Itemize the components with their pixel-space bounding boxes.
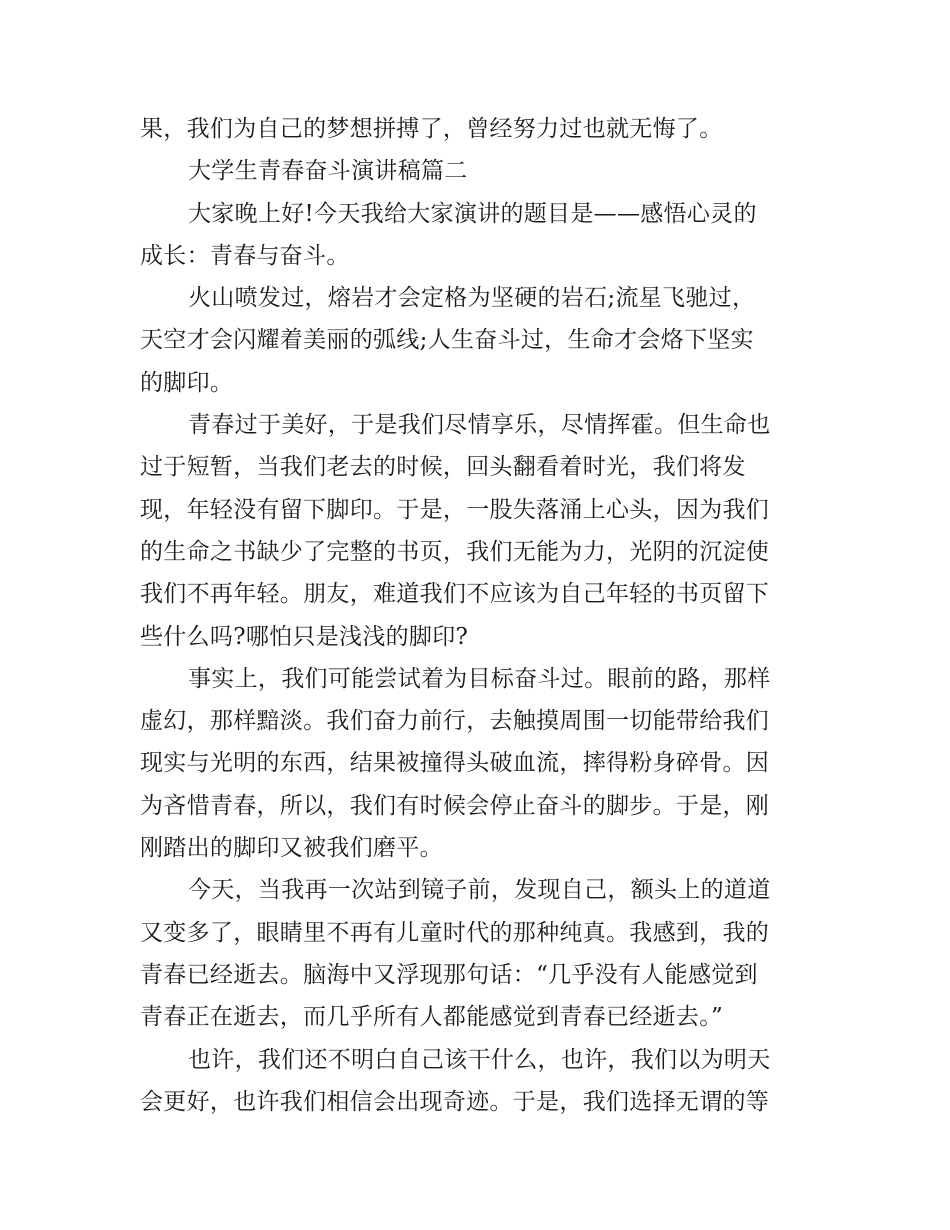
text-line: 为吝惜青春，所以，我们有时候会停止奋斗的脚步。于是，刚: [140, 792, 770, 819]
text-line: 的生命之书缺少了完整的书页，我们无能为力，光阴的沉淀使: [140, 538, 770, 565]
text-line: 青春正在逝去，而几乎所有人都能感觉到青春已经逝去。”: [140, 1004, 724, 1031]
text-line: 火山喷发过，熔岩才会定格为坚硬的岩石;流星飞驰过，: [188, 285, 756, 312]
text-line: 些什么吗?哪怕只是浅浅的脚印?: [140, 623, 469, 650]
document-body: [140, 108, 812, 1123]
text-line: 虚幻，那样黯淡。我们奋力前行，去触摸周围一切能带给我们: [140, 708, 770, 735]
text-line: 刚踏出的脚印又被我们磨平。: [140, 835, 443, 862]
text-line: 现，年轻没有留下脚印。于是，一股失落涌上心头，因为我们: [140, 496, 770, 523]
text-line: 青春已经逝去。脑海中又浮现那句话：“几乎没有人能感觉到: [140, 961, 758, 988]
text-line: 我们不再年轻。朋友，难道我们不应该为自己年轻的书页留下: [140, 581, 770, 608]
text-line: 又变多了，眼睛里不再有儿童时代的那种纯真。我感到，我的: [140, 919, 770, 946]
text-line: 会更好，也许我们相信会出现奇迹。于是，我们选择无谓的等: [140, 1088, 770, 1115]
text-line: 大学生青春奋斗演讲稿篇二: [188, 158, 468, 185]
text-line: 果，我们为自己的梦想拼搏了，曾经努力过也就无悔了。: [140, 116, 723, 142]
text-line: 今天，当我再一次站到镜子前，发现自己，额头上的道道: [188, 877, 771, 904]
text-line: 现实与光明的东西，结果被撞得头破血流，摔得粉身碎骨。因: [140, 750, 770, 777]
text-line: 也许，我们还不明白自己该干什么，也许，我们以为明天: [188, 1046, 771, 1073]
text-line: 事实上，我们可能尝试着为目标奋斗过。眼前的路，那样: [188, 665, 771, 692]
text-line: 过于短暂，当我们老去的时候，回头翻看着时光，我们将发: [140, 454, 746, 481]
text-line: 天空才会闪耀着美丽的弧线;人生奋斗过，生命才会烙下坚实: [140, 327, 754, 354]
text-line: 的脚印。: [140, 369, 234, 396]
text-line: 成长：青春与奋斗。: [140, 242, 350, 269]
text-line: 大家晚上好!今天我给大家演讲的题目是——感悟心灵的: [188, 200, 757, 227]
text-line: 青春过于美好，于是我们尽情享乐，尽情挥霍。但生命也: [188, 412, 771, 439]
